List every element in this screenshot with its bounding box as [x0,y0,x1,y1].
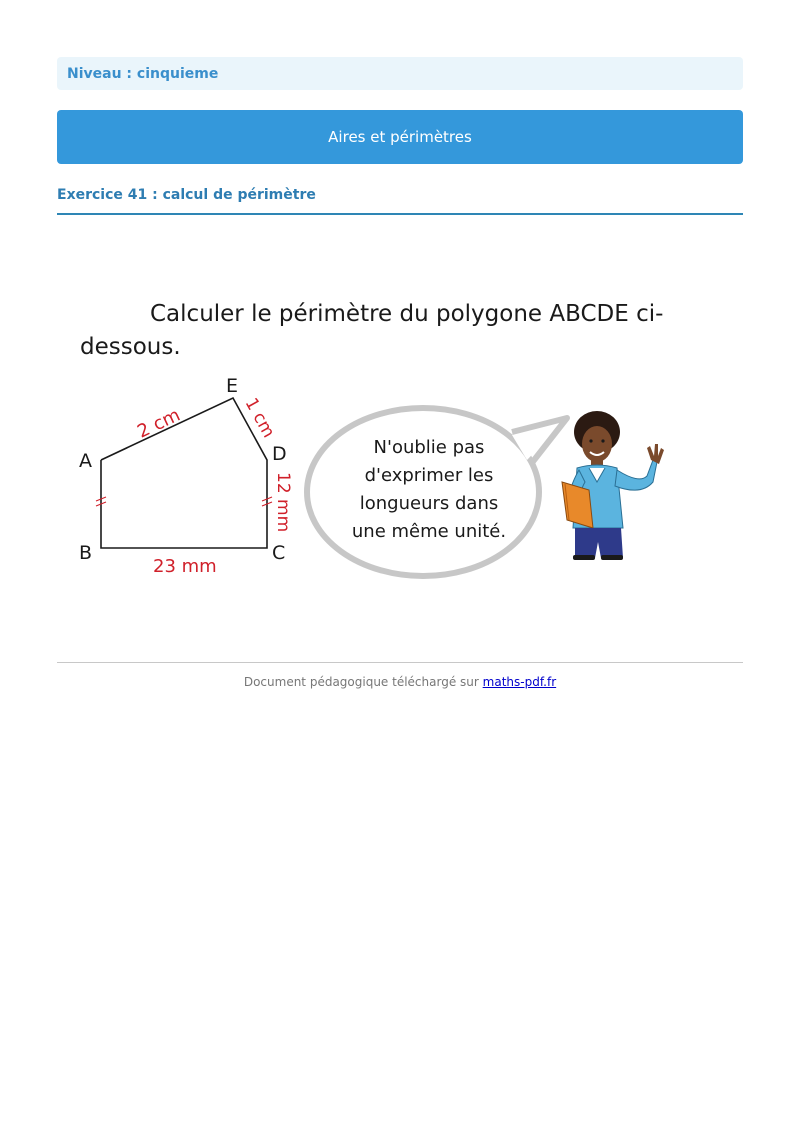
level-banner [57,57,743,90]
speech-line-1: N'oublie pas [373,437,485,458]
speech-bubble [307,408,567,576]
measure-bc: 23 mm [153,556,217,577]
polygon-diagram [57,270,743,600]
speech-line-2: d'exprimer les [364,465,494,486]
footer [57,675,743,689]
measure-dc: 12 mm [273,472,293,533]
teacher-illustration [562,411,664,560]
vertex-label-c: C [272,542,286,564]
vertex-label-a: A [79,450,92,472]
level-text: Niveau : cinquieme [67,65,219,82]
polygon-outline [101,398,267,548]
measure-ae: 2 cm [134,404,184,443]
topic-title: Aires et périmètres [328,128,472,146]
speech-line-3: longueurs dans [359,493,499,514]
topic-banner [57,110,743,164]
exercise-instruction: Calculer le périmètre du polygone ABCDE ci-dessous. [80,301,664,360]
measure-ed: 1 cm [240,394,279,442]
speech-line-4: une même unité. [351,521,507,542]
footer-link[interactable]: maths-pdf.fr [482,675,557,689]
vertex-label-d: D [272,443,287,465]
exercise-heading: Exercice 41 : calcul de périmètre [57,184,743,215]
exercise-figure [57,270,743,600]
footer-text: Document pédagogique téléchargé sur [243,675,479,689]
vertex-label-b: B [79,542,93,564]
vertex-label-e: E [226,375,239,397]
footer-divider [57,662,743,663]
